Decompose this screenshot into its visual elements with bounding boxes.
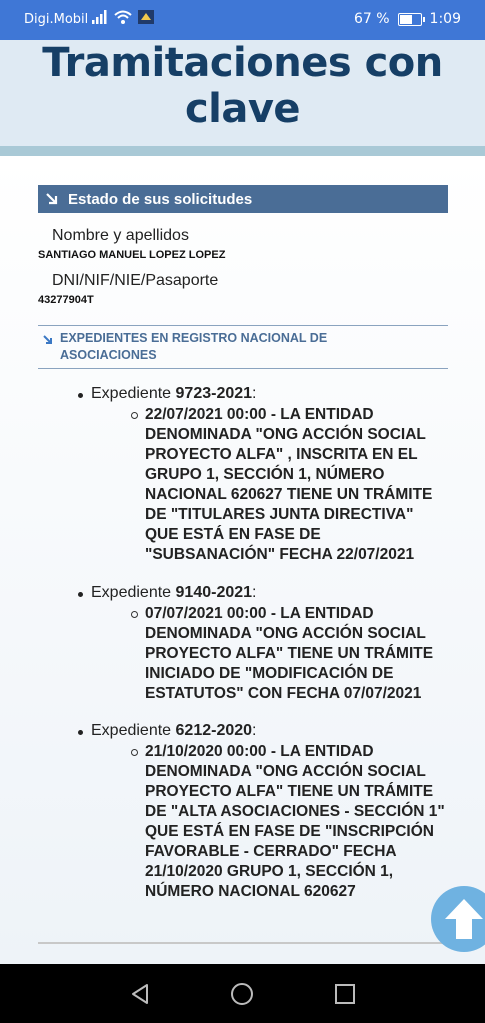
- section-bar: [38, 185, 448, 213]
- expediente-number: 9723-2021: [175, 385, 253, 402]
- triangle-back-icon[interactable]: [128, 982, 152, 1006]
- expediente-header: Expediente 6212-2020:: [78, 722, 458, 740]
- battery-icon: [398, 13, 422, 26]
- square-recent-icon[interactable]: [333, 982, 357, 1006]
- expediente-header: Expediente 9140-2021:: [78, 584, 458, 602]
- arrow-up-icon: [443, 897, 485, 941]
- expediente-detail: 07/07/2021 00:00 - LA ENTIDAD DENOMINADA "ONG ACCIÓN SOCIAL PROYECTO ALFA" TIENE UN TRÁMITE INICIADO DE "MODIFICACIÓN DE ESTATUTOS" CON FECHA 07/07/2021: [145, 604, 450, 704]
- registry-heading-line1: EXPEDIENTES EN REGISTRO NACIONAL DE: [60, 331, 328, 345]
- expediente-label: Expediente: [91, 385, 172, 402]
- expediente-item: [78, 584, 458, 704]
- arrow-down-right-icon: [42, 334, 54, 346]
- battery-percent: 67 %: [353, 11, 390, 27]
- signal-icon: [92, 10, 108, 24]
- clock: 1:09: [429, 11, 461, 27]
- page-header: [0, 40, 485, 146]
- registry-heading: [38, 325, 448, 369]
- circle-home-icon[interactable]: [230, 982, 254, 1006]
- expediente-label: Expediente: [91, 722, 172, 739]
- expediente-header: Expediente 9723-2021:: [78, 385, 458, 403]
- expediente-label: Expediente: [91, 584, 172, 601]
- name-value: SANTIAGO MANUEL LOPEZ LOPEZ: [38, 249, 226, 261]
- registry-heading-text: [60, 330, 327, 364]
- expediente-number: 9140-2021: [175, 584, 253, 601]
- id-value: 43277904T: [38, 294, 94, 306]
- content-divider: [38, 942, 443, 944]
- carrier-name: Digi.Mobil: [24, 12, 89, 27]
- arrow-down-right-icon: [44, 191, 60, 207]
- page-title-line1: Tramitaciones con: [42, 40, 443, 86]
- expediente-detail: 21/10/2020 00:00 - LA ENTIDAD DENOMINADA "ONG ACCIÓN SOCIAL PROYECTO ALFA" TIENE UN TRÁMITE DE "ALTA ASOCIACIONES - SECCIÓN 1" QUE ESTÁ EN FASE DE "INSCRIPCIÓN FAVORABLE - CERRADO" FECHA 21/10/2020 GRUPO 1, SECCIÓN 1, NÚMERO NACIONAL 620627: [145, 742, 450, 902]
- header-divider: [0, 146, 485, 156]
- section-title: Estado de sus solicitudes: [68, 190, 253, 208]
- status-bar: [0, 0, 485, 40]
- expediente-item: [78, 722, 458, 902]
- page-title-line2: clave: [184, 86, 301, 132]
- page-title: [0, 40, 485, 132]
- registry-heading-line2: ASOCIACIONES: [60, 348, 157, 362]
- main-content: [0, 156, 485, 964]
- system-nav-bar: [0, 964, 485, 1023]
- id-label: DNI/NIF/NIE/Pasaporte: [52, 272, 219, 289]
- status-right: [354, 11, 461, 27]
- wifi-icon: [114, 10, 132, 24]
- expediente-detail: 22/07/2021 00:00 - LA ENTIDAD DENOMINADA "ONG ACCIÓN SOCIAL PROYECTO ALFA" , INSCRITA EN EL GRUPO 1, SECCIÓN 1, NÚMERO NACIONAL 620627 TIENE UN TRÁMITE DE "TITULARES JUNTA DIRECTIVA" QUE ESTÁ EN FASE DE "SUBSANACIÓN" FECHA 22/07/2021: [145, 405, 450, 565]
- notification-icon: [138, 10, 154, 24]
- status-icons: [92, 10, 154, 24]
- name-label: Nombre y apellidos: [52, 227, 189, 244]
- expediente-item: [78, 385, 458, 565]
- expediente-number: 6212-2020: [175, 722, 253, 739]
